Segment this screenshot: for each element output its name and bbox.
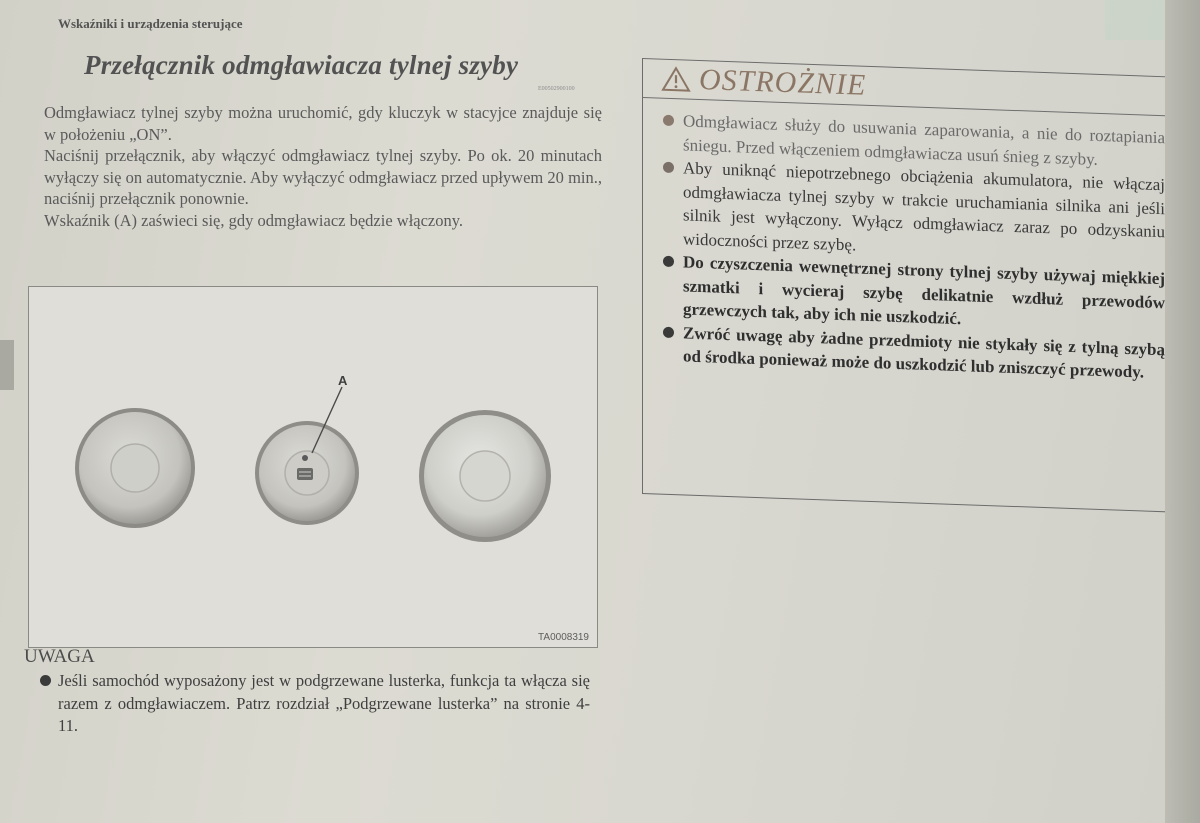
- bullet-icon: [663, 162, 674, 173]
- switch-illustration: [28, 286, 598, 648]
- page-title: Przełącznik odmgławiacza tylnej szyby: [84, 50, 519, 80]
- caution-item: Odmgławiacz służy do usuwania zaparowania, a nie do roztapiania śniegu. Przed włączeniem odmgławiacza usuń śnieg z szyby.: [661, 109, 1165, 174]
- caution-title: OSTROŻNIE: [699, 62, 867, 102]
- note-item: Jeśli samochód wyposażony jest w podgrzewane lusterka, funkcja ta włącza się razem z odmgławiaczem. Patrz rozdział „Podgrzewane lusterka” na stronie 4-11.: [34, 670, 590, 738]
- page-edge-marker: [0, 340, 14, 390]
- paragraph-ignition: Odmgławiacz tylnej szyby można uruchomić, gdy kluczyk w stacyjce znajduje się w położeniu „ON”.: [44, 103, 602, 144]
- bullet-icon: [40, 675, 51, 686]
- indicator-label-a: A: [338, 373, 348, 388]
- page-corner-shade: [1105, 0, 1165, 40]
- note-body: [34, 670, 590, 738]
- reference-code: E00502900100: [538, 86, 575, 92]
- left-knob: [75, 408, 195, 528]
- section-header: Wskaźniki i urządzenia sterujące: [58, 16, 243, 31]
- caution-box: [642, 58, 1174, 513]
- note-heading: UWAGA: [24, 646, 95, 667]
- binding-edge: [1165, 0, 1200, 823]
- defogger-switch: [255, 421, 359, 525]
- bullet-icon: [663, 115, 674, 126]
- caution-item: Aby uniknąć niepotrzebnego obciążenia akumulatora, nie włączaj odmgławiacza tylnej szyby w trakcie uruchamiania silnika ani jeśli silnik jest wyłączony. Wyłącz odmgławiacz zaraz po odzyskaniu widoczności przez szybę.: [661, 156, 1165, 268]
- description-text: [44, 102, 602, 232]
- caution-item: Zwróć uwagę aby żadne przedmioty nie stykały się z tylną szybą od środka ponieważ może do uszkodzić lub zniszczyć przewody.: [661, 320, 1165, 385]
- warning-triangle-icon: [661, 66, 691, 93]
- caution-body: [643, 98, 1173, 385]
- switch-panel-drawing: [29, 287, 595, 645]
- right-knob: [419, 410, 551, 542]
- paragraph-indicator: Wskaźnik (A) zaświeci się, gdy odmgławiacz będzie włączony.: [44, 210, 464, 230]
- bullet-icon: [663, 326, 674, 337]
- figure-code: TA0008319: [538, 632, 589, 643]
- caution-item: Do czyszczenia wewnętrznej strony tylnej szyby używaj miękkiej szmatki i wycieraj szybę delikatnie wzdłuż przewodów grzewczych tak, aby ich nie uszkodzić.: [661, 250, 1165, 338]
- bullet-icon: [663, 256, 674, 267]
- paragraph-operation: Naciśnij przełącznik, aby włączyć odmgławiacz tylnej szyby. Po ok. 20 minutach wyłączy się on automatycznie. Aby wyłączyć odmgławiacz przed upływem 20 min., naciśnij przełącznik ponownie.: [44, 146, 602, 209]
